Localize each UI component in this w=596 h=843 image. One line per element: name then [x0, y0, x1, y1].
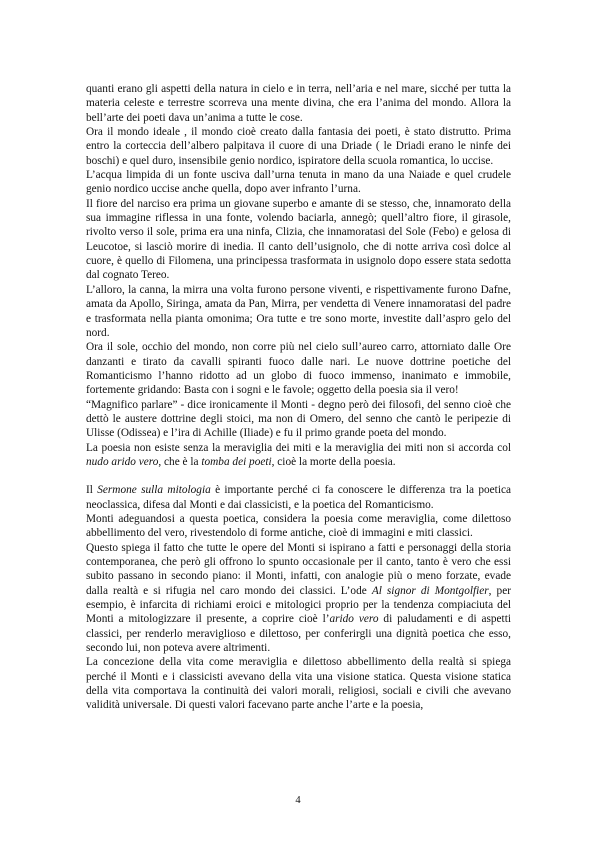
text-run: Questo spiega il fatto che tutte le opere del Monti si ispirano a fatti e personaggi della storia contemporanea, che però gli offrono lo spunto occasionale per il canto, tanto è vero che essi subito passano in secondo piano: il Monti, infatti, con analogie più o meno forzate, evade dalla realtà e si rifugia nel caro mondo dei classici. L’ode: [86, 541, 511, 597]
paragraph: “Magnifico parlare” - dice ironicamente il Monti - degno però dei filosofi, del senno cioè che dettò le austere dottrine degli stoici, ma non di Omero, del senno che cantò le peripezie di Ulisse (Odissea) e l’ira di Achille (Iliade) e fu il primo grande poeta del mondo.: [86, 398, 511, 440]
italic-run: nudo arido vero: [86, 455, 159, 468]
page-number: 4: [295, 795, 301, 806]
text-run: è importante perché ci fa conoscere le differenza tra la poetica neoclassica, difesa dal Monti e dai classicisti, e la poetica del Romanticismo.: [86, 484, 511, 511]
text-run: La poesia non esiste senza la meraviglia dei miti e la meraviglia dei miti non si accorda col: [86, 441, 511, 454]
paragraph: [86, 541, 511, 656]
paragraph: Il fiore del narciso era prima un giovane superbo e amante di se stesso, che, innamorato della sua immagine riflessa in una fonte, volendo baciarla, annegò; quell’altro fiore, il girasole, rivolto verso il sole, prima era una ninfa, Clizia, che innamoratasi del Sole (Febo) e gelosa di Leucotoe, si lasciò morire di inedia. Il canto dell’usignolo, che di notte arriva così dolce al cuore, è quello di Filomena, una principessa trasformata in usignolo dopo essere stata sedotta dal cognato Tereo.: [86, 197, 511, 282]
text-run: , per esempio, è infarcita di richiami eroici e mitologici proprio per la tendenza compiaciuta del Monti a mitologizzare il presente, a coprire cioè l’: [86, 584, 511, 626]
italic-run: arido vero: [329, 613, 379, 626]
text-run: , cioè la morte della poesia.: [271, 455, 396, 468]
paragraph: Monti adeguandosi a questa poetica, considera la poesia come meraviglia, come dilettoso abbellimento del vero, rivestendolo di forme antiche, cioè di immagini e miti classici.: [86, 512, 511, 540]
paragraph: La concezione della vita come meraviglia e dilettoso abbellimento della realtà si spiega perché il Monti e i classicisti avevano della vita una visione statica. Questa visione statica della vita comportava la continuità dei valori morali, religiosi, sociali e civili che avevano validità universale. Di questi valori facevano parte anche l’arte e la poesia,: [86, 656, 511, 712]
paragraph: [86, 483, 511, 512]
text-run: di paludamenti e di aspetti classici, per renderlo meraviglioso e dilettoso, per conferirgli una dignità poetica che esso, secondo lui, non poteva avere altrimenti.: [86, 613, 511, 655]
paragraph-gap: [86, 469, 511, 483]
paragraph: Ora il mondo ideale , il mondo cioè creato dalla fantasia dei poeti, è stato distrutto. Prima entro la corteccia dell’albero palpitava il cuore di una Driade ( le Driadi erano le ninfe dei boschi) e quel duro, insensibile genio nordico, ispiratore della scuola romantica, lo uccise.: [86, 126, 511, 167]
paragraph: L’acqua limpida di un fonte usciva dall’urna tenuta in mano da una Naiade e quel crudele genio nordico uccise anche quella, dopo aver infranto l’urna.: [86, 169, 511, 196]
paragraph: Ora il sole, occhio del mondo, non corre più nel cielo sull’aureo carro, attorniato dalle Ore danzanti e tirato da cavalli spiranti fuoco dalle nari. Le nuove dottrine poetiche del Romanticismo l’hanno ridotto ad un globo di fuoco immenso, inanimato e immobile, fortemente gridando: Basta con i sogni e le favole; oggetto della poesia sia il vero!: [86, 341, 511, 397]
paragraph: L’alloro, la canna, la mirra una volta furono persone viventi, e rispettivamente furono Dafne, amata da Apollo, Siringa, amata da Pan, Mirra, per vendetta di Venere innamoratasi del padre e trasformata nella pianta omonima; Ora tutte e tre sono morte, investite dall’aspro gelo del nord.: [86, 283, 511, 339]
paragraph: [86, 441, 511, 470]
italic-run: Al signor di Montgolfier: [371, 584, 489, 597]
italic-run: Sermone sulla mitologia: [97, 484, 211, 497]
text-run: , che è la: [158, 455, 202, 468]
text-run: Il: [86, 484, 98, 497]
body-text: [86, 82, 511, 713]
italic-run: tomba dei poeti: [201, 455, 272, 468]
paragraph: quanti erano gli aspetti della natura in cielo e in terra, nell’aria e nel mare, sicché per tutta la materia celeste e terrestre scorreva una mente divina, che era l’anima del mondo. Allora la bell’arte dei poeti dava un’anima a tutte le cose.: [86, 83, 511, 124]
